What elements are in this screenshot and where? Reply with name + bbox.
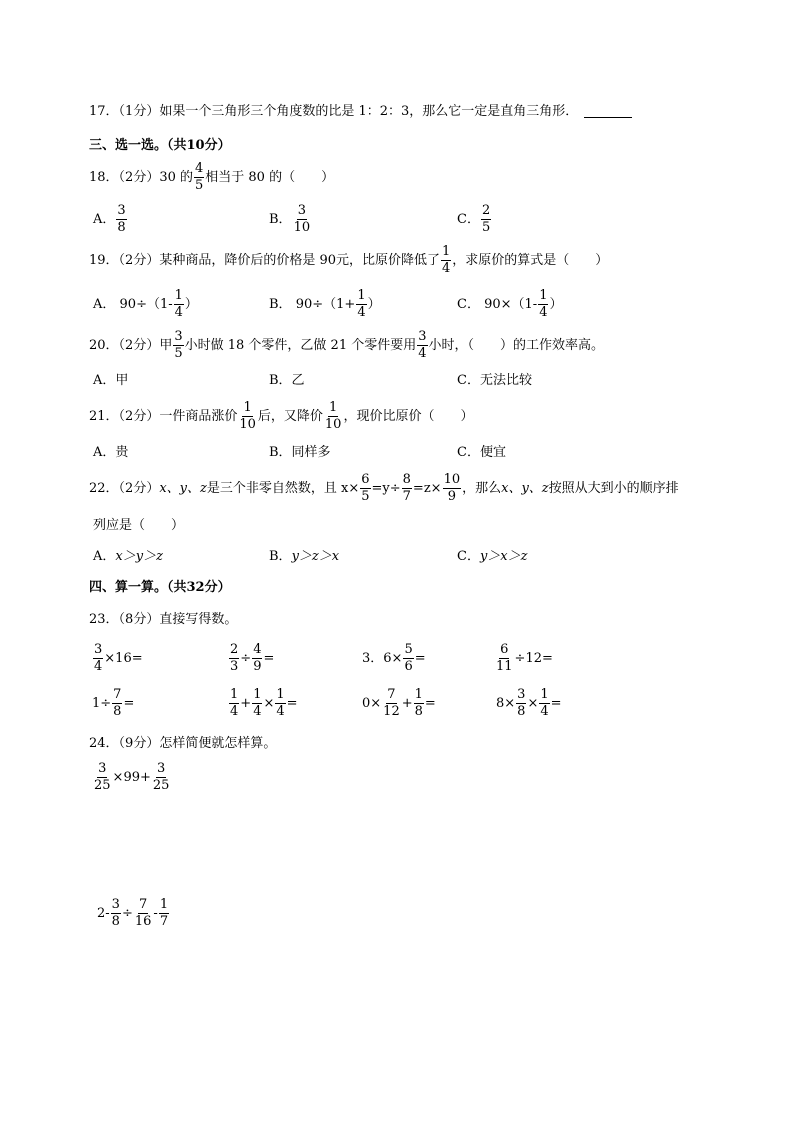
question-20-mid: 小时做 18 个零件，乙做 21 个零件要用 xyxy=(184,337,417,353)
question-20 xyxy=(89,330,604,360)
fraction: $\frac{3}{8}$ xyxy=(517,687,526,719)
fraction: $\frac{2}{5}$ xyxy=(481,203,491,235)
fraction: $\frac{4}{9}$ xyxy=(253,642,262,674)
question-22-line2: 列应是（ ） xyxy=(93,518,185,533)
fraction: $\frac{1}{8}$ xyxy=(414,687,423,719)
fraction: $\frac{7}{12}$ xyxy=(383,687,400,719)
fraction: $\frac{1}{4}$ xyxy=(539,288,548,320)
section-3-title: 三、选一选。（共10分） xyxy=(89,138,231,153)
fraction: $\frac{1}{4}$ xyxy=(357,288,366,320)
fraction: $\frac{3}{8}$ xyxy=(117,203,126,235)
option-22-c[interactable]: C． y＞x＞z xyxy=(457,549,528,564)
fraction: $\frac{10}{9}$ xyxy=(443,472,461,504)
question-18 xyxy=(89,162,334,192)
answer-blank[interactable] xyxy=(584,105,632,118)
fraction: $\frac{3}{5}$ xyxy=(174,329,183,361)
option-20-b[interactable]: B．乙 xyxy=(269,373,305,388)
variables: x、y、z xyxy=(501,480,549,496)
question-21-pre: 21．（2分）一件商品涨价 xyxy=(89,408,238,424)
question-19-pre: 19．（2分）某种商品，降价后的价格是 90元，比原价降低了 xyxy=(89,252,440,268)
question-21-mid: 后，又降价 xyxy=(257,408,323,424)
option-22-b[interactable]: B． y＞z＞x xyxy=(269,549,340,564)
fraction: $\frac{8}{7}$ xyxy=(402,472,411,504)
fraction: $\frac{3}{25}$ xyxy=(152,761,170,793)
fraction: $\frac{1}{10}$ xyxy=(239,400,256,432)
option-21-a[interactable]: A．贵 xyxy=(93,445,129,460)
fraction: $\frac{7}{8}$ xyxy=(113,687,122,719)
expr-5: 1÷ $\frac{7}{8}$ = xyxy=(92,687,135,719)
question-23-title: 23．（8分）直接写得数。 xyxy=(89,612,238,627)
option-19-a[interactable]: A． 90÷（1- $\frac{1}{4}$ ） xyxy=(93,288,198,320)
option-18-c[interactable]: C． $\frac{2}{5}$ xyxy=(457,203,491,235)
fraction: $\frac{3}{10}$ xyxy=(293,203,311,235)
option-19-c[interactable]: C． 90×（1- $\frac{1}{4}$ ） xyxy=(457,288,563,320)
option-18-b[interactable]: B． $\frac{3}{10}$ xyxy=(269,203,311,235)
question-21-post: ，现价比原价（ ） xyxy=(343,408,474,424)
fraction: $\frac{1}{4}$ xyxy=(540,687,549,719)
fraction: $\frac{6}{5}$ xyxy=(361,472,370,504)
expr-8: 8× $\frac{3}{8}$ × $\frac{1}{4}$ = xyxy=(496,687,562,719)
fraction: $\frac{3}{8}$ xyxy=(111,897,120,929)
variables: x、y、z xyxy=(159,480,207,496)
fraction: $\frac{1}{10}$ xyxy=(324,400,342,432)
option-20-a[interactable]: A．甲 xyxy=(93,373,129,388)
option-20-c[interactable]: C．无法比较 xyxy=(457,373,532,388)
fraction: $\frac{3}{4}$ xyxy=(418,329,427,361)
question-18-pre: 18．（2分）30 的 xyxy=(89,169,193,185)
option-21-b[interactable]: B．同样多 xyxy=(269,445,331,460)
fraction: $\frac{5}{6}$ xyxy=(404,642,413,674)
fraction: $\frac{1}{4}$ xyxy=(276,687,285,719)
problem-24-2: 2- $\frac{3}{8}$ ÷ $\frac{7}{16}$ - $\frac{1}{7}$ xyxy=(97,897,169,929)
question-17 xyxy=(89,105,632,118)
expr-7: 0× $\frac{7}{12}$ + $\frac{1}{8}$ = xyxy=(362,687,436,719)
question-22: 22．（2分） x、y、z 是三个非零自然数，且 x× $\frac{6}{5}$ =y÷ $\frac{8}{7}$ =z× $\frac{10}{9}$ ，那么 x、y、z 按照从大到小的顺序排 xyxy=(89,472,679,504)
question-21 xyxy=(89,401,473,431)
question-24-title: 24．（9分）怎样简便就怎样算。 xyxy=(89,736,277,751)
fraction: $\frac{2}{3}$ xyxy=(230,642,239,674)
fraction: $\frac{1}{4}$ xyxy=(230,687,239,719)
option-18-a[interactable]: A． $\frac{3}{8}$ xyxy=(93,203,126,235)
fraction: $\frac{6}{11}$ xyxy=(496,642,513,674)
fraction: $\frac{1}{4}$ xyxy=(442,244,451,276)
fraction: $\frac{3}{25}$ xyxy=(94,761,111,793)
expr-1: $\frac{3}{4}$ ×16= xyxy=(94,642,143,674)
section-4-title: 四、算一算。（共32分） xyxy=(89,580,231,595)
expr-3: 3．6× $\frac{5}{6}$ = xyxy=(362,642,426,674)
fraction: $\frac{3}{4}$ xyxy=(94,642,103,674)
fraction: $\frac{1}{4}$ xyxy=(253,687,262,719)
problem-24-1: $\frac{3}{25}$ ×99+ $\frac{3}{25}$ xyxy=(94,761,170,793)
question-17-text: 17．（1分）如果一个三角形三个角度数的比是 1：2：3，那么它一定是直角三角形． xyxy=(89,104,579,119)
question-19 xyxy=(89,245,608,275)
question-18-post: 相当于 80 的（ ） xyxy=(205,169,335,185)
fraction: $\frac{1}{7}$ xyxy=(159,897,169,929)
option-19-b[interactable]: B． 90÷（1+ $\frac{1}{4}$ ） xyxy=(269,288,381,320)
option-21-c[interactable]: C．便宜 xyxy=(457,445,506,460)
expr-2: $\frac{2}{3}$ ÷ $\frac{4}{9}$ = xyxy=(230,642,275,674)
fraction: $\frac{4}{5}$ xyxy=(195,161,204,193)
fraction: $\frac{7}{16}$ xyxy=(134,897,152,929)
question-20-pre: 20．（2分）甲 xyxy=(89,337,173,353)
option-22-a[interactable]: A． x＞y＞z xyxy=(93,549,163,564)
fraction: $\frac{1}{4}$ xyxy=(174,288,183,320)
question-19-post: ，求原价的算式是（ ） xyxy=(452,252,609,268)
expr-6: $\frac{1}{4}$ + $\frac{1}{4}$ × $\frac{1}{4}$ = xyxy=(230,687,298,719)
question-20-post: 小时，（ ）的工作效率高。 xyxy=(428,337,605,353)
expr-4: $\frac{6}{11}$ ÷12= xyxy=(496,642,553,674)
